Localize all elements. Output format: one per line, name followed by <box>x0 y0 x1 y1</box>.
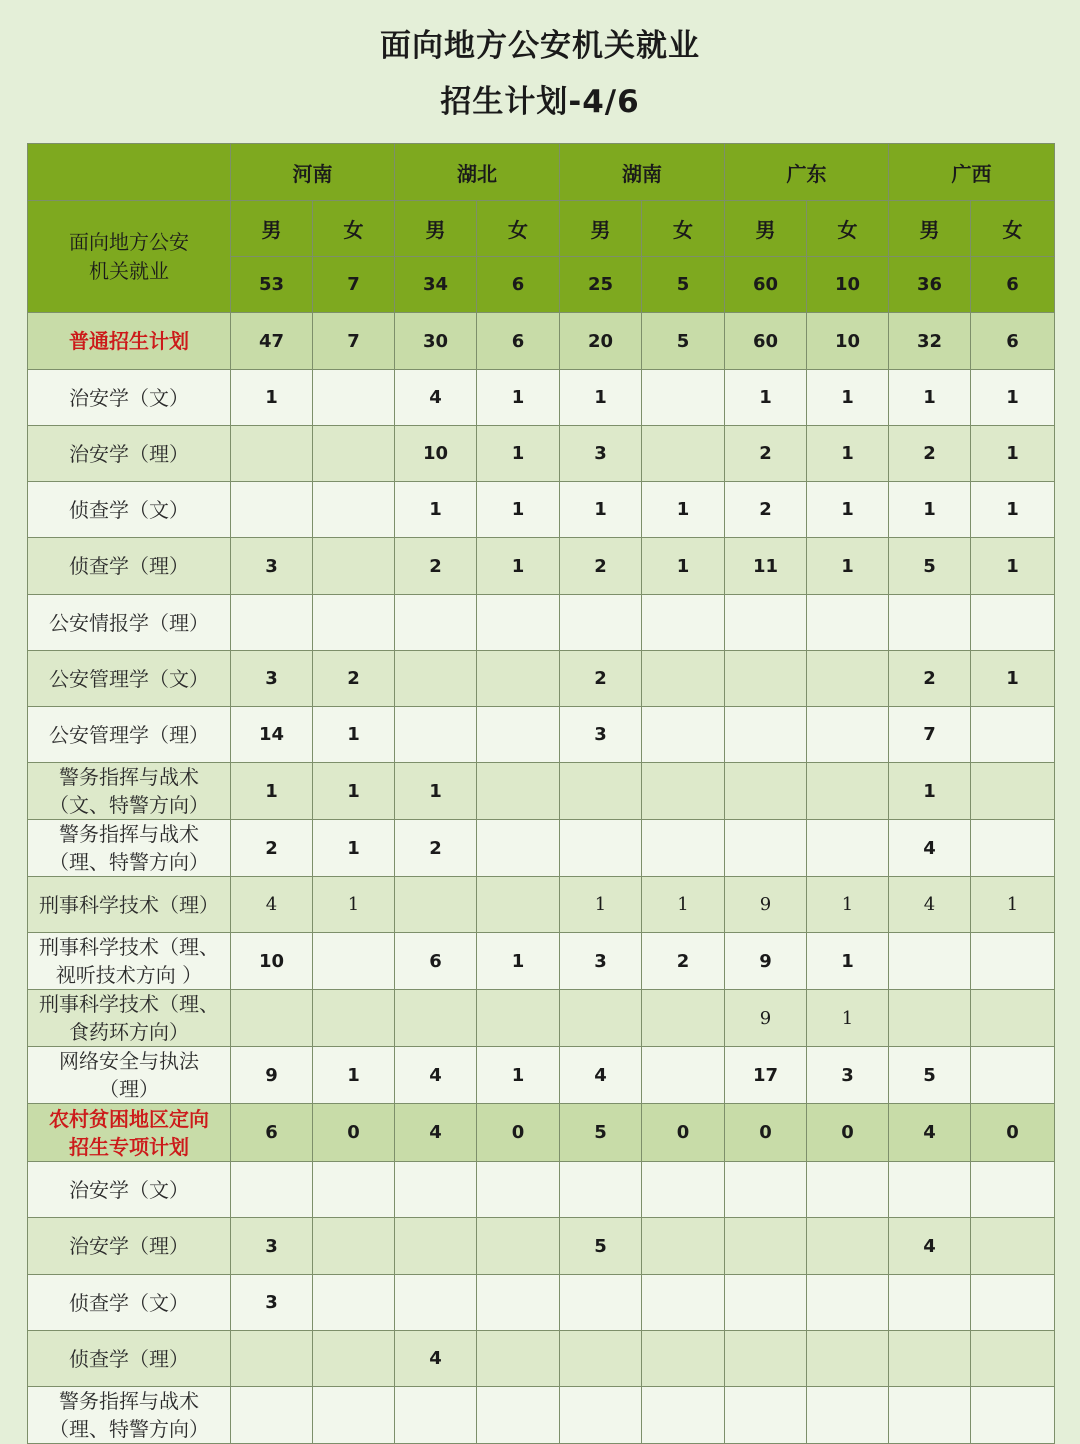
major-name: 刑事科学技术（理） <box>28 877 231 933</box>
value-cell: 6 <box>231 1104 313 1162</box>
value-cell: 11 <box>725 538 807 595</box>
value-cell <box>889 990 971 1047</box>
value-cell: 1 <box>313 763 395 820</box>
value-cell <box>231 595 313 651</box>
value-cell <box>725 707 807 763</box>
gender-header: 女 <box>313 201 395 257</box>
value-cell <box>560 820 642 877</box>
value-cell: 60 <box>725 313 807 370</box>
value-cell: 1 <box>971 877 1055 933</box>
table-row <box>28 1387 1055 1444</box>
value-cell: 47 <box>231 313 313 370</box>
value-cell <box>971 990 1055 1047</box>
value-cell <box>725 1275 807 1331</box>
value-cell: 1 <box>807 990 889 1047</box>
value-cell <box>971 1218 1055 1275</box>
header-blank-cell <box>28 144 231 201</box>
value-cell <box>807 763 889 820</box>
value-cell: 2 <box>395 538 477 595</box>
value-cell: 1 <box>971 538 1055 595</box>
value-cell <box>642 763 725 820</box>
value-cell <box>395 707 477 763</box>
value-cell <box>560 1387 642 1444</box>
gender-header: 女 <box>971 201 1055 257</box>
total-cell: 6 <box>971 257 1055 313</box>
value-cell <box>313 1387 395 1444</box>
gender-header: 男 <box>395 201 477 257</box>
major-name-line: 警务指挥与战术 <box>59 822 199 846</box>
section-row <box>28 313 1055 370</box>
value-cell: 1 <box>477 538 560 595</box>
major-name: 公安管理学（文） <box>28 651 231 707</box>
value-cell <box>560 1331 642 1387</box>
value-cell <box>560 763 642 820</box>
value-cell: 1 <box>560 370 642 426</box>
major-name-line: 警务指挥与战术 <box>59 1389 199 1413</box>
major-name <box>28 933 231 990</box>
value-cell: 5 <box>560 1104 642 1162</box>
value-cell: 1 <box>313 707 395 763</box>
value-cell <box>313 990 395 1047</box>
total-cell: 6 <box>477 257 560 313</box>
gender-header: 女 <box>807 201 889 257</box>
value-cell <box>560 1162 642 1218</box>
value-cell: 3 <box>231 1275 313 1331</box>
value-cell: 1 <box>642 877 725 933</box>
value-cell: 2 <box>725 482 807 538</box>
table-row <box>28 651 1055 707</box>
table-row <box>28 707 1055 763</box>
value-cell <box>642 1047 725 1104</box>
value-cell: 6 <box>971 313 1055 370</box>
value-cell: 32 <box>889 313 971 370</box>
value-cell: 1 <box>807 426 889 482</box>
section-row <box>28 1104 1055 1162</box>
value-cell <box>313 538 395 595</box>
table-row <box>28 820 1055 877</box>
value-cell: 1 <box>971 370 1055 426</box>
value-cell <box>313 1331 395 1387</box>
value-cell <box>231 426 313 482</box>
value-cell: 7 <box>313 313 395 370</box>
value-cell: 1 <box>725 370 807 426</box>
value-cell: 1 <box>231 763 313 820</box>
corner-label-line: 机关就业 <box>89 258 169 283</box>
value-cell <box>807 651 889 707</box>
value-cell <box>395 990 477 1047</box>
value-cell <box>313 482 395 538</box>
value-cell: 1 <box>889 482 971 538</box>
value-cell: 1 <box>395 482 477 538</box>
value-cell: 4 <box>231 877 313 933</box>
value-cell <box>395 1275 477 1331</box>
value-cell <box>477 820 560 877</box>
table-row <box>28 1218 1055 1275</box>
page-title: 面向地方公安机关就业 <box>380 28 700 64</box>
value-cell <box>395 595 477 651</box>
value-cell: 1 <box>642 482 725 538</box>
section-title <box>28 1104 231 1162</box>
value-cell: 1 <box>313 877 395 933</box>
gender-header: 男 <box>560 201 642 257</box>
major-name-line: （文、特警方向） <box>49 793 209 817</box>
major-name <box>28 1047 231 1104</box>
value-cell <box>477 651 560 707</box>
value-cell: 3 <box>231 1218 313 1275</box>
value-cell: 2 <box>560 651 642 707</box>
major-name <box>28 1387 231 1444</box>
value-cell <box>725 1331 807 1387</box>
value-cell: 1 <box>971 426 1055 482</box>
value-cell: 2 <box>313 651 395 707</box>
value-cell: 5 <box>889 1047 971 1104</box>
major-name: 治安学（理） <box>28 426 231 482</box>
value-cell <box>889 933 971 990</box>
value-cell: 1 <box>807 933 889 990</box>
table-row <box>28 933 1055 990</box>
value-cell <box>313 933 395 990</box>
major-name-line: 农村贫困地区定向 <box>49 1106 209 1131</box>
value-cell: 1 <box>477 482 560 538</box>
major-name: 治安学（文） <box>28 370 231 426</box>
value-cell <box>807 820 889 877</box>
table-row <box>28 763 1055 820</box>
table-row <box>28 1331 1055 1387</box>
table-row <box>28 1275 1055 1331</box>
value-cell <box>477 1275 560 1331</box>
major-name-line: 刑事科学技术（理、 <box>39 935 219 959</box>
value-cell: 4 <box>889 820 971 877</box>
value-cell <box>642 820 725 877</box>
value-cell <box>231 1331 313 1387</box>
value-cell <box>889 1162 971 1218</box>
value-cell <box>971 820 1055 877</box>
value-cell <box>642 1387 725 1444</box>
value-cell <box>231 990 313 1047</box>
value-cell: 1 <box>395 763 477 820</box>
major-name-line: 警务指挥与战术 <box>59 765 199 789</box>
value-cell: 5 <box>642 313 725 370</box>
value-cell: 2 <box>889 426 971 482</box>
value-cell: 3 <box>231 651 313 707</box>
value-cell: 1 <box>971 482 1055 538</box>
major-name <box>28 990 231 1047</box>
value-cell: 20 <box>560 313 642 370</box>
value-cell: 2 <box>889 651 971 707</box>
value-cell <box>477 1218 560 1275</box>
value-cell: 9 <box>725 990 807 1047</box>
table-row <box>28 1162 1055 1218</box>
value-cell <box>231 1387 313 1444</box>
province-header: 广西 <box>889 144 1055 201</box>
value-cell <box>725 651 807 707</box>
value-cell <box>477 990 560 1047</box>
gender-header: 男 <box>231 201 313 257</box>
value-cell: 1 <box>313 820 395 877</box>
value-cell <box>971 763 1055 820</box>
value-cell: 2 <box>642 933 725 990</box>
value-cell <box>642 707 725 763</box>
value-cell: 0 <box>807 1104 889 1162</box>
value-cell <box>395 1387 477 1444</box>
value-cell <box>477 877 560 933</box>
value-cell <box>889 1275 971 1331</box>
major-name: 治安学（理） <box>28 1218 231 1275</box>
value-cell: 1 <box>807 538 889 595</box>
total-cell: 10 <box>807 257 889 313</box>
value-cell <box>725 595 807 651</box>
value-cell: 3 <box>560 426 642 482</box>
table-row <box>28 990 1055 1047</box>
value-cell <box>477 763 560 820</box>
value-cell: 10 <box>231 933 313 990</box>
value-cell <box>313 1275 395 1331</box>
value-cell: 10 <box>807 313 889 370</box>
table-row <box>28 426 1055 482</box>
total-cell: 25 <box>560 257 642 313</box>
value-cell: 7 <box>889 707 971 763</box>
corner-label-line: 面向地方公安 <box>69 229 189 254</box>
value-cell: 3 <box>560 707 642 763</box>
value-cell <box>642 595 725 651</box>
value-cell: 1 <box>889 763 971 820</box>
value-cell <box>807 1387 889 1444</box>
value-cell <box>642 1275 725 1331</box>
table-row <box>28 538 1055 595</box>
value-cell: 1 <box>231 370 313 426</box>
gender-header: 女 <box>642 201 725 257</box>
value-cell <box>725 1162 807 1218</box>
major-name-line: 食药环方向） <box>69 1020 189 1044</box>
value-cell <box>889 1331 971 1387</box>
major-name-line: （理、特警方向） <box>49 850 209 874</box>
major-name: 公安情报学（理） <box>28 595 231 651</box>
total-cell: 36 <box>889 257 971 313</box>
major-name: 侦查学（文） <box>28 482 231 538</box>
value-cell: 4 <box>395 370 477 426</box>
value-cell: 0 <box>477 1104 560 1162</box>
total-cell: 7 <box>313 257 395 313</box>
value-cell <box>971 933 1055 990</box>
value-cell <box>807 1162 889 1218</box>
major-name-line: 招生专项计划 <box>69 1134 189 1159</box>
value-cell <box>313 1218 395 1275</box>
value-cell <box>642 990 725 1047</box>
value-cell: 1 <box>313 1047 395 1104</box>
value-cell: 4 <box>560 1047 642 1104</box>
major-name-line: 刑事科学技术（理、 <box>39 992 219 1016</box>
value-cell <box>971 1047 1055 1104</box>
value-cell: 9 <box>231 1047 313 1104</box>
major-name: 公安管理学（理） <box>28 707 231 763</box>
value-cell <box>560 990 642 1047</box>
value-cell: 3 <box>560 933 642 990</box>
value-cell: 0 <box>313 1104 395 1162</box>
gender-header: 女 <box>477 201 560 257</box>
value-cell: 0 <box>725 1104 807 1162</box>
province-header: 湖北 <box>395 144 560 201</box>
value-cell: 2 <box>231 820 313 877</box>
value-cell: 1 <box>889 370 971 426</box>
value-cell <box>477 1387 560 1444</box>
value-cell: 6 <box>395 933 477 990</box>
value-cell: 9 <box>725 933 807 990</box>
value-cell <box>395 1162 477 1218</box>
value-cell: 6 <box>477 313 560 370</box>
province-header: 湖南 <box>560 144 725 201</box>
value-cell: 4 <box>395 1331 477 1387</box>
value-cell <box>560 595 642 651</box>
total-cell: 5 <box>642 257 725 313</box>
value-cell <box>642 651 725 707</box>
major-name: 侦查学（理） <box>28 538 231 595</box>
value-cell: 3 <box>231 538 313 595</box>
value-cell: 1 <box>560 877 642 933</box>
value-cell <box>642 1331 725 1387</box>
value-cell <box>395 877 477 933</box>
value-cell <box>231 482 313 538</box>
gender-header: 男 <box>725 201 807 257</box>
value-cell <box>477 1162 560 1218</box>
value-cell <box>725 1218 807 1275</box>
major-name: 侦查学（文） <box>28 1275 231 1331</box>
value-cell <box>313 1162 395 1218</box>
value-cell: 1 <box>560 482 642 538</box>
value-cell: 17 <box>725 1047 807 1104</box>
value-cell <box>889 1387 971 1444</box>
major-name <box>28 820 231 877</box>
page-subtitle: 招生计划-4/6 <box>440 84 640 120</box>
major-name-line: （理、特警方向） <box>49 1417 209 1441</box>
province-header: 河南 <box>231 144 395 201</box>
value-cell <box>889 595 971 651</box>
value-cell <box>807 707 889 763</box>
value-cell <box>395 1218 477 1275</box>
major-name: 治安学（文） <box>28 1162 231 1218</box>
table-row <box>28 877 1055 933</box>
total-cell: 53 <box>231 257 313 313</box>
major-name-line: 网络安全与执法 <box>59 1049 199 1073</box>
value-cell: 1 <box>477 370 560 426</box>
value-cell: 9 <box>725 877 807 933</box>
value-cell <box>642 1162 725 1218</box>
value-cell: 30 <box>395 313 477 370</box>
value-cell: 0 <box>642 1104 725 1162</box>
table-row <box>28 595 1055 651</box>
major-name-line: 视听技术方向 ） <box>55 963 203 987</box>
value-cell <box>642 1218 725 1275</box>
value-cell: 2 <box>725 426 807 482</box>
value-cell: 1 <box>642 538 725 595</box>
value-cell <box>971 1331 1055 1387</box>
value-cell: 0 <box>971 1104 1055 1162</box>
value-cell: 1 <box>477 1047 560 1104</box>
value-cell: 10 <box>395 426 477 482</box>
table-row <box>28 1047 1055 1104</box>
value-cell <box>807 1275 889 1331</box>
value-cell: 1 <box>807 370 889 426</box>
value-cell <box>971 707 1055 763</box>
province-header: 广东 <box>725 144 889 201</box>
value-cell: 4 <box>889 1104 971 1162</box>
value-cell <box>477 1331 560 1387</box>
value-cell <box>971 595 1055 651</box>
value-cell: 1 <box>477 426 560 482</box>
value-cell <box>313 426 395 482</box>
value-cell: 4 <box>395 1104 477 1162</box>
value-cell <box>313 595 395 651</box>
value-cell <box>971 1162 1055 1218</box>
enrollment-table <box>27 143 1055 1444</box>
value-cell: 4 <box>889 1218 971 1275</box>
table-row <box>28 370 1055 426</box>
total-cell: 60 <box>725 257 807 313</box>
value-cell: 2 <box>560 538 642 595</box>
value-cell <box>807 1218 889 1275</box>
value-cell: 1 <box>807 482 889 538</box>
table-row <box>28 482 1055 538</box>
major-name <box>28 763 231 820</box>
value-cell <box>642 426 725 482</box>
total-cell: 34 <box>395 257 477 313</box>
value-cell <box>807 595 889 651</box>
major-name: 侦查学（理） <box>28 1331 231 1387</box>
value-cell <box>560 1275 642 1331</box>
value-cell: 1 <box>971 651 1055 707</box>
value-cell: 2 <box>395 820 477 877</box>
value-cell <box>807 1331 889 1387</box>
value-cell: 4 <box>395 1047 477 1104</box>
value-cell <box>477 595 560 651</box>
value-cell <box>642 370 725 426</box>
value-cell <box>477 707 560 763</box>
value-cell <box>725 763 807 820</box>
section-title: 普通招生计划 <box>28 313 231 370</box>
value-cell: 1 <box>477 933 560 990</box>
value-cell <box>231 1162 313 1218</box>
major-name-line: （理） <box>99 1077 159 1101</box>
value-cell <box>971 1275 1055 1331</box>
value-cell <box>313 370 395 426</box>
value-cell <box>725 1387 807 1444</box>
corner-label <box>28 201 231 313</box>
value-cell: 5 <box>560 1218 642 1275</box>
value-cell: 5 <box>889 538 971 595</box>
value-cell: 3 <box>807 1047 889 1104</box>
gender-header: 男 <box>889 201 971 257</box>
value-cell <box>395 651 477 707</box>
value-cell: 4 <box>889 877 971 933</box>
value-cell: 1 <box>807 877 889 933</box>
value-cell <box>971 1387 1055 1444</box>
value-cell <box>725 820 807 877</box>
value-cell: 14 <box>231 707 313 763</box>
